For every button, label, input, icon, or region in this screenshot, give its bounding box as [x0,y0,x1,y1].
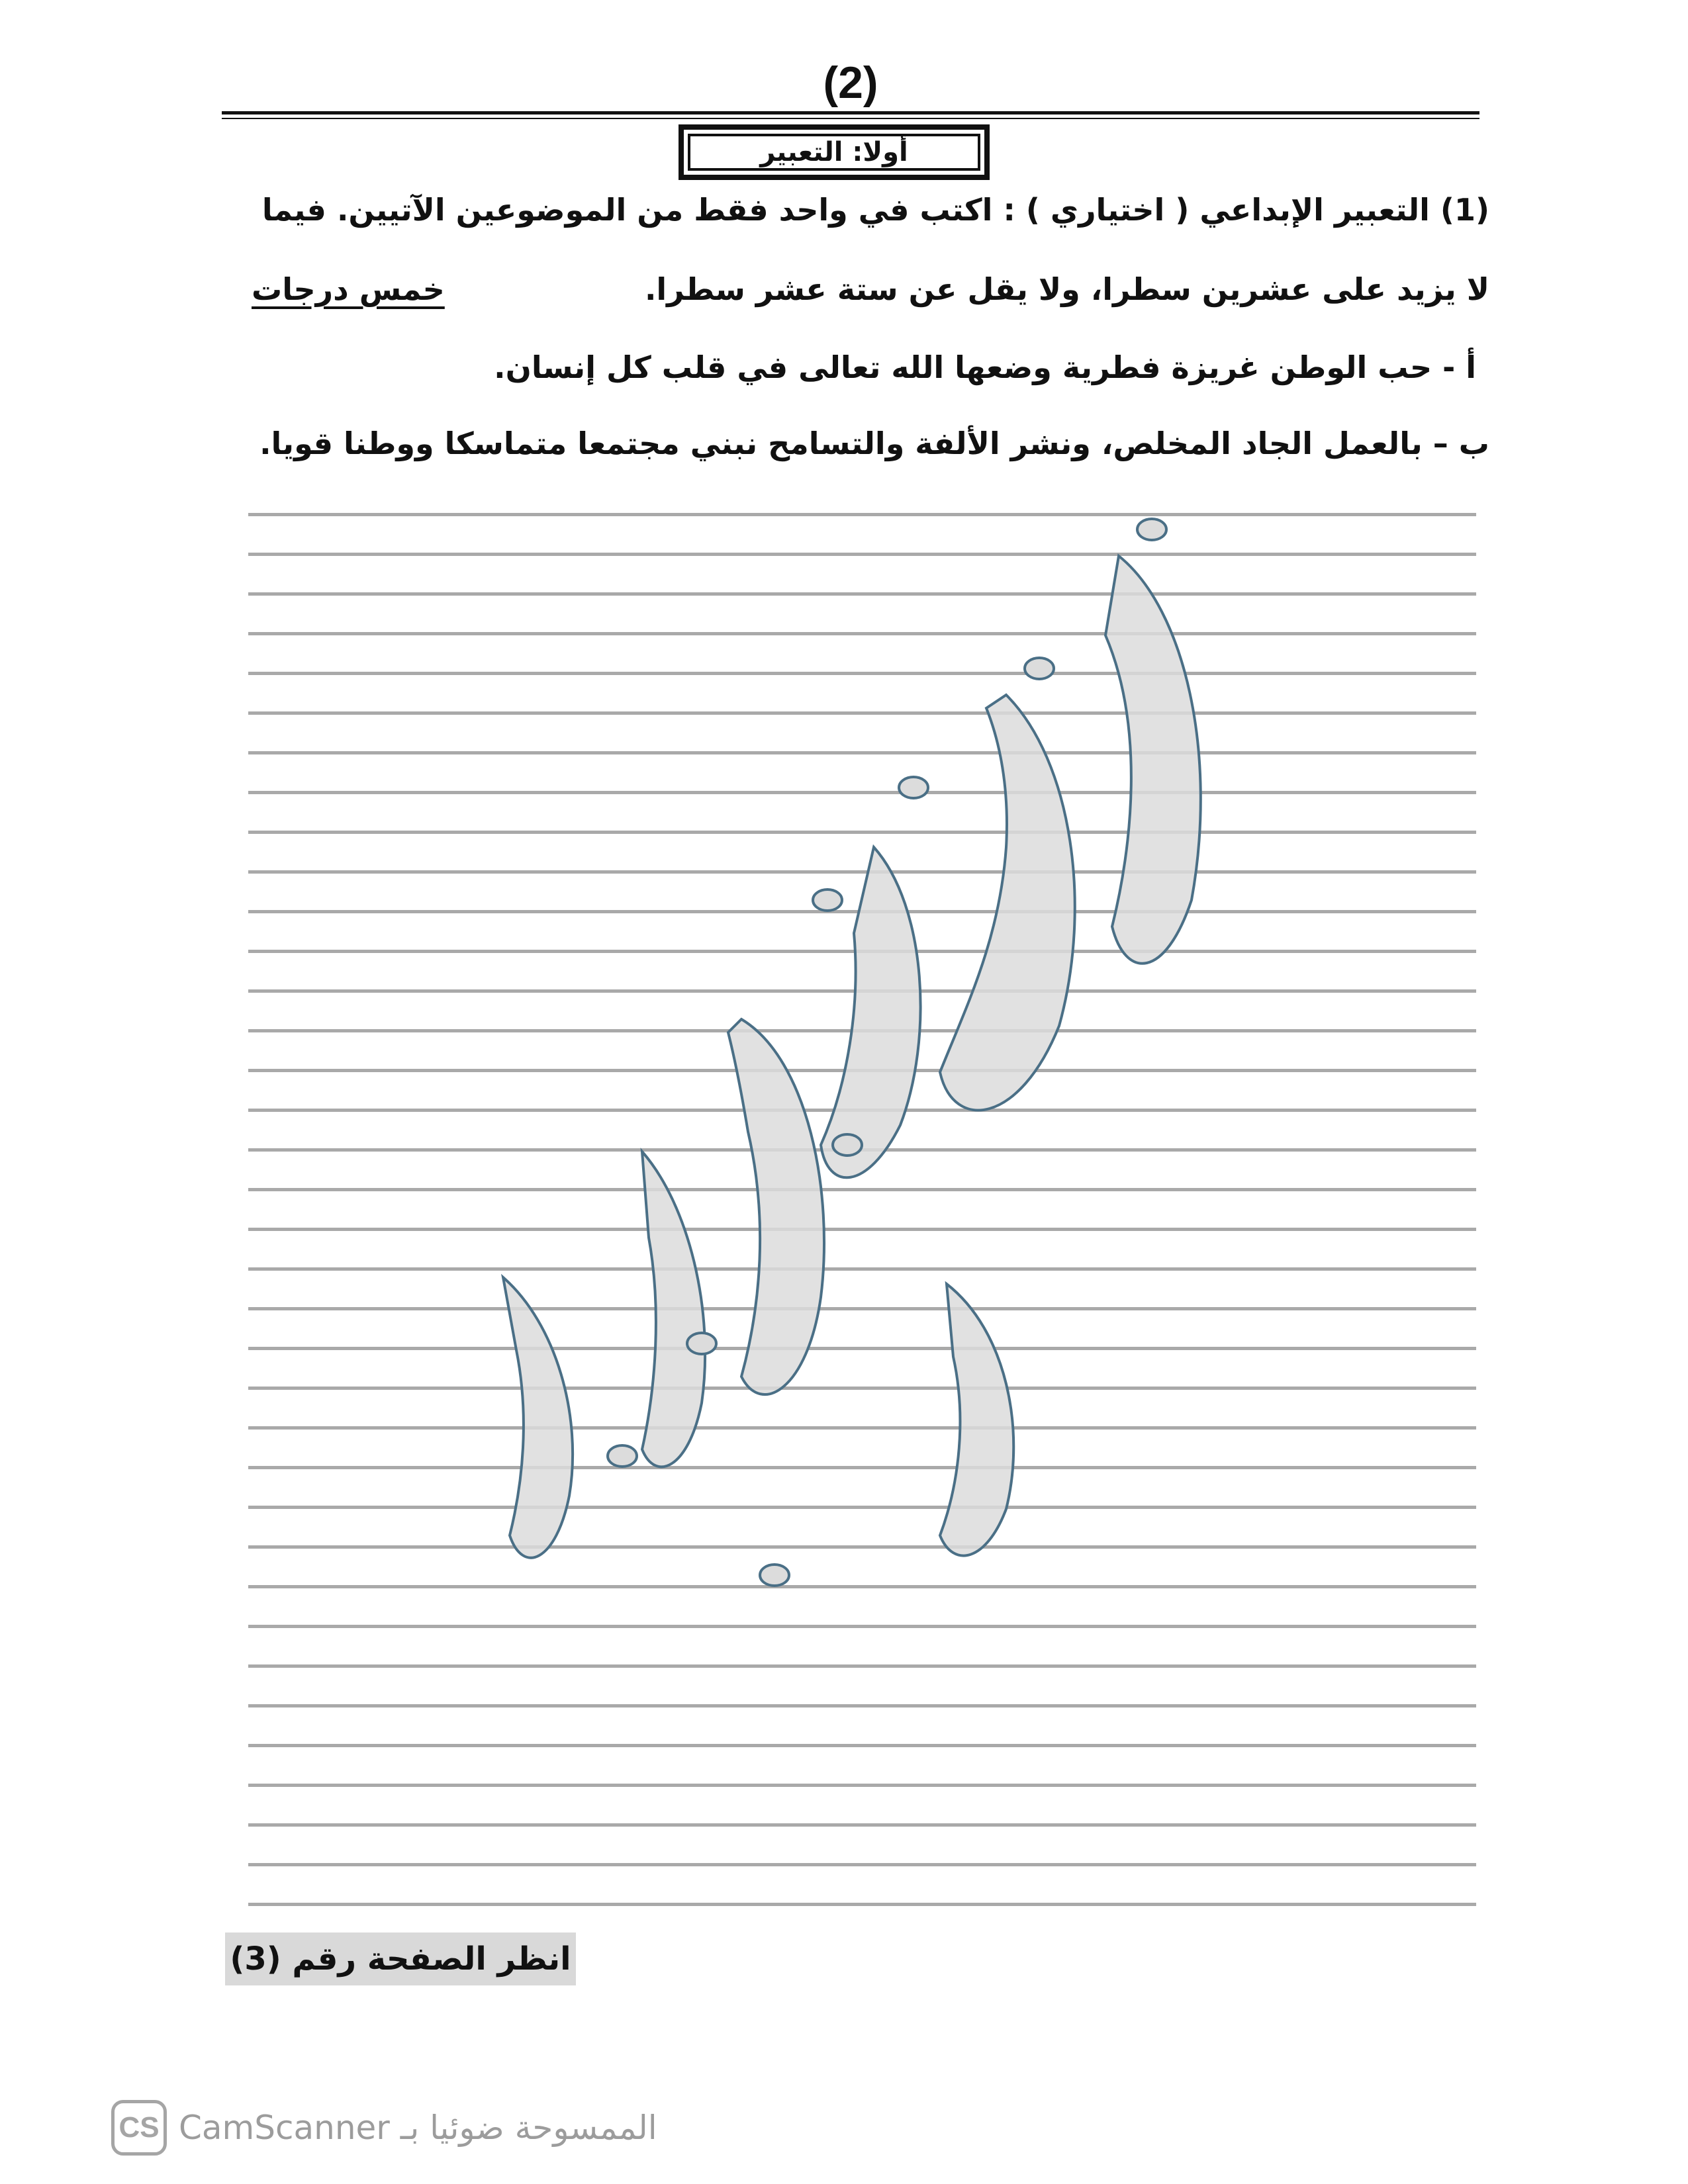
writing-line [248,1903,1476,1906]
header-rule-thin [222,118,1479,119]
writing-line [248,870,1476,874]
writing-line [248,1784,1476,1787]
writing-line [248,1704,1476,1707]
writing-line [248,751,1476,754]
writing-line [248,1545,1476,1549]
writing-line [248,989,1476,993]
writing-lines [248,513,1476,1942]
writing-line [248,632,1476,635]
writing-line [248,950,1476,953]
writing-line [248,1307,1476,1310]
page-number: (2) [823,58,878,108]
writing-line [248,1069,1476,1072]
writing-line [248,672,1476,675]
writing-line [248,910,1476,913]
writing-line [248,553,1476,556]
question-line-2: لا يزيد على عشرين سطرا، ولا يقل عن ستة عشر سطرا. [644,271,1489,307]
writing-line [248,592,1476,596]
writing-line [248,1387,1476,1390]
writing-line [248,791,1476,794]
camscanner-logo-icon: CS [111,2100,167,2156]
camscanner-badge [111,2098,657,2158]
topic-a: أ - حب الوطن غريزة فطرية وضعها الله تعالى في قلب كل إنسان. [494,349,1476,385]
writing-line [248,513,1476,516]
writing-line [248,831,1476,834]
writing-line [248,1664,1476,1668]
writing-line [248,1267,1476,1271]
section-title: أولا: التعبير [688,134,980,171]
writing-line [248,1109,1476,1112]
writing-line [248,1466,1476,1469]
header-rule-thick [222,111,1479,114]
writing-line [248,1347,1476,1350]
question-line-1: (1) التعبير الإبداعي ( اختياري ) : اكتب في واحد فقط من الموضوعين الآتيين. فيما [261,192,1489,228]
next-page-note: انظر الصفحة رقم (3) [225,1933,576,1985]
topic-b: ب – بالعمل الجاد المخلص، ونشر الألفة والتسامح نبني مجتمعا متماسكا ووطنا قويا. [259,426,1489,461]
grade-label: خمس درجات [252,271,445,307]
writing-line [248,1148,1476,1152]
writing-line [248,1625,1476,1628]
writing-line [248,1426,1476,1430]
camscanner-text: الممسوحة ضوئيا بـ CamScanner [179,2109,657,2147]
writing-line [248,1029,1476,1032]
writing-line [248,1188,1476,1191]
writing-line [248,1744,1476,1747]
writing-line [248,1823,1476,1827]
writing-line [248,1506,1476,1509]
writing-line [248,1863,1476,1866]
writing-line [248,1585,1476,1588]
writing-line [248,1228,1476,1231]
section-title-box [679,124,990,180]
writing-line [248,711,1476,715]
